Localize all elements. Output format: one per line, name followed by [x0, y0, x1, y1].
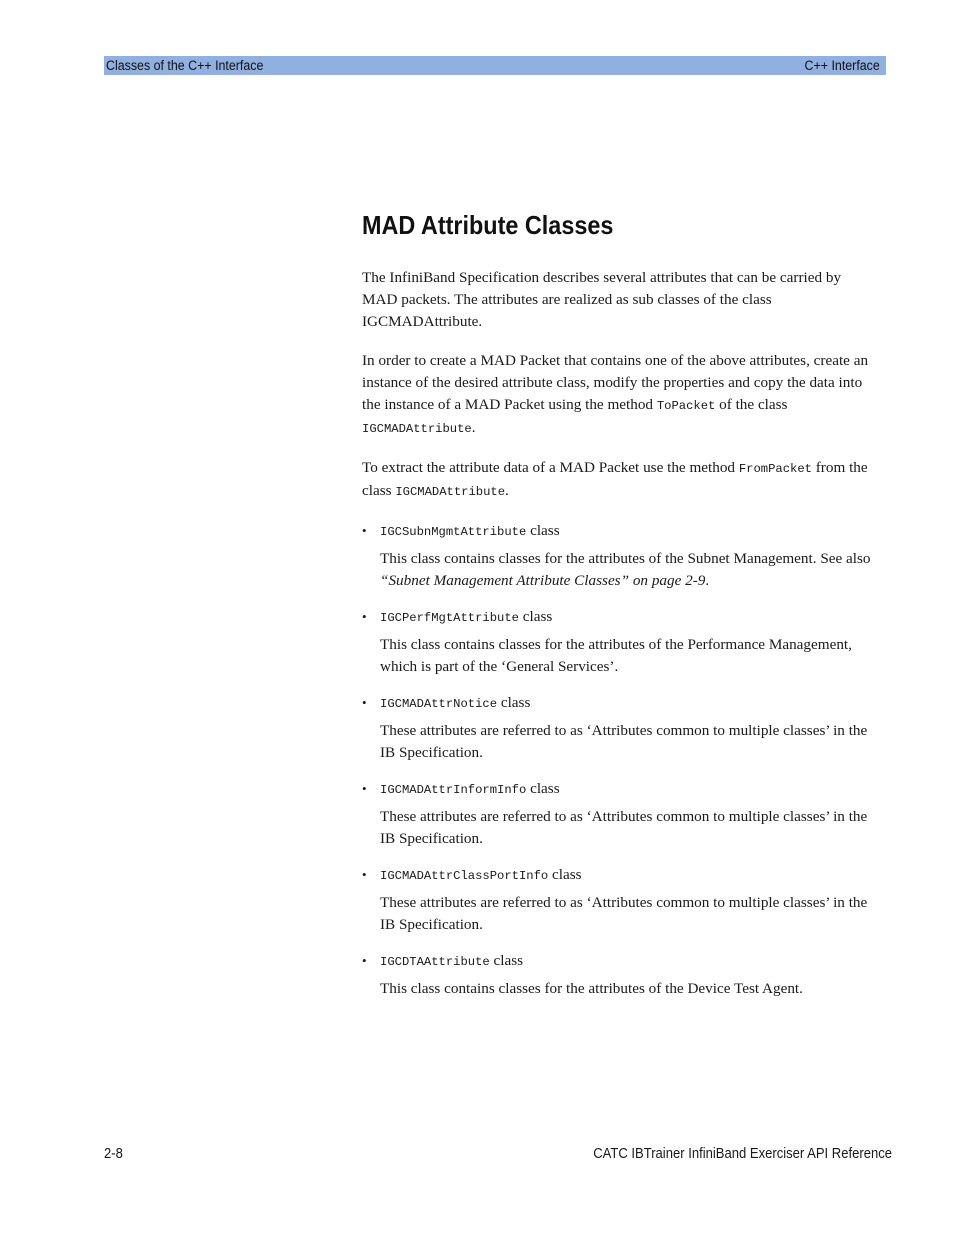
bullet-icon: • — [362, 781, 367, 796]
list-item-heading — [362, 950, 876, 973]
list-item — [362, 864, 876, 936]
running-header — [104, 56, 886, 75]
list-item-heading — [362, 864, 876, 887]
intro-paragraph: The InfiniBand Specification describes several attributes that can be carried by MAD packets. The attributes are realized as sub classes of the class IGCMADAttribute. — [362, 269, 842, 330]
cross-reference-link[interactable]: “Subnet Management Attribute Classes” on page 2-9 — [380, 572, 706, 589]
list-item — [362, 520, 876, 592]
paragraph-text: In order to create a MAD Packet that contains one of the above attributes, create an instance of the desired attribute class, modify the properties and copy the data into the instance of a MAD Packet using the method — [362, 352, 869, 413]
list-item-description: This class contains classes for the attributes of the Performance Management, which is part of the ‘General Services’. — [380, 636, 852, 675]
list-item-description: This class contains classes for the attributes of the Device Test Agent. — [380, 980, 803, 997]
class-name-code: IGCMADAttrInformInfo — [380, 783, 527, 797]
class-suffix: class — [518, 608, 553, 625]
class-name-code: IGCSubnMgmtAttribute — [380, 525, 527, 539]
class-suffix: class — [548, 866, 582, 883]
bullet-icon: • — [362, 867, 367, 882]
description-text: . — [705, 572, 710, 589]
header-chapter-title: C++ Interface — [804, 58, 880, 73]
bullet-icon: • — [362, 609, 367, 624]
main-content — [362, 206, 876, 1014]
method-name-code: ToPacket — [656, 399, 716, 413]
list-item-description: These attributes are referred to as ‘Attributes common to multiple classes’ in the IB Specification. — [380, 894, 868, 933]
list-item-heading — [362, 606, 876, 629]
bullet-icon: • — [362, 523, 367, 538]
class-suffix: class — [489, 952, 524, 969]
footer-document-title: CATC IBTrainer InfiniBand Exerciser API Reference — [593, 1146, 892, 1162]
attribute-class-list — [362, 520, 876, 1000]
class-name-code: IGCMADAttrClassPortInfo — [380, 869, 549, 883]
create-packet-paragraph — [362, 350, 876, 440]
footer-page-number: 2-8 — [104, 1146, 123, 1162]
list-item-description — [380, 548, 876, 592]
extract-data-paragraph — [362, 457, 876, 503]
class-name-code: IGCPerfMgtAttribute — [380, 611, 519, 625]
list-item — [362, 778, 876, 850]
list-item-heading — [362, 520, 876, 543]
paragraph-text: from the class — [362, 459, 868, 499]
list-item-heading — [362, 692, 876, 715]
list-item — [362, 692, 876, 764]
paragraph-text: of the class — [715, 396, 788, 413]
list-item-description: These attributes are referred to as ‘Attributes common to multiple classes’ in the IB Specification. — [380, 808, 868, 847]
list-item — [362, 950, 876, 1000]
class-suffix: class — [497, 694, 531, 711]
bullet-icon: • — [362, 695, 367, 710]
list-item — [362, 606, 876, 678]
class-name-code: IGCMADAttribute — [362, 422, 472, 436]
class-name-code: IGCMADAttribute — [395, 485, 506, 499]
description-text: This class contains classes for the attributes of the Subnet Management. See also — [380, 550, 871, 567]
class-name-code: IGCMADAttrNotice — [380, 697, 498, 711]
bullet-icon: • — [362, 953, 367, 968]
paragraph-text: . — [471, 419, 476, 436]
method-name-code: FromPacket — [738, 462, 812, 476]
list-item-description: These attributes are referred to as ‘Attributes common to multiple classes’ in the IB Specification. — [380, 722, 868, 761]
list-item-heading — [362, 778, 876, 801]
class-name-code: IGCDTAAttribute — [380, 955, 490, 969]
paragraph-text: To extract the attribute data of a MAD Packet use the method — [362, 459, 739, 476]
class-suffix: class — [526, 522, 560, 539]
paragraph-text: . — [505, 482, 509, 499]
header-section-title: Classes of the C++ Interface — [106, 58, 264, 73]
page-title: MAD Attribute Classes — [362, 210, 614, 240]
class-suffix: class — [526, 780, 560, 797]
